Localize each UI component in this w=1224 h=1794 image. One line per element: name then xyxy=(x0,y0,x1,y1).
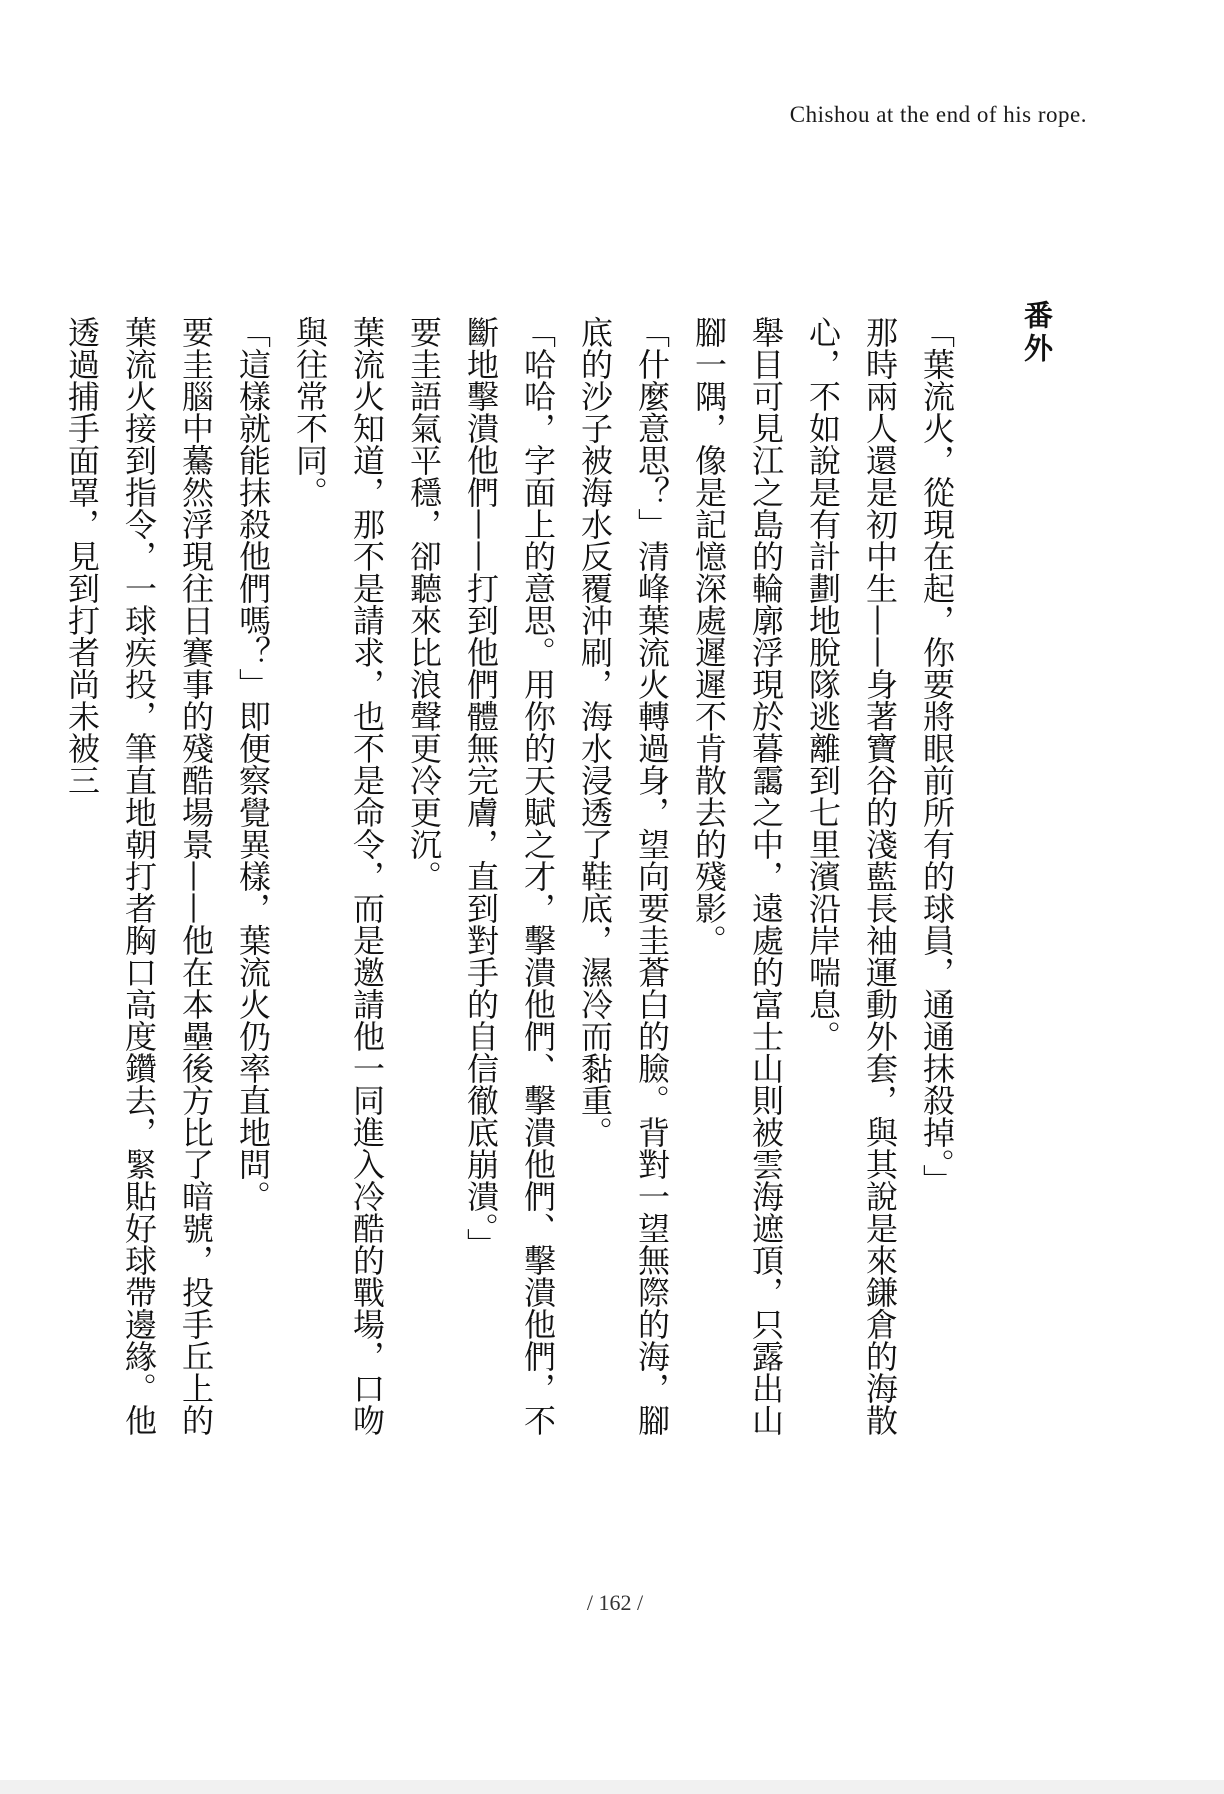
paragraph: 要圭腦中驀然浮現往日賽事的殘酷場景——他在本壘後方比了暗號，投手丘上的葉流火接到指令，一球疾投，筆直地朝打者胸口高度鑽去，緊貼好球帶邊緣。他透過捕手面罩，見到打者尚未被三 xyxy=(63,316,215,1436)
paragraph: 那時兩人還是初中生——身著寶谷的淺藍長袖運動外套，與其說是來鎌倉的海散心，不如說是有計劃地脫隊逃離到七里濱沿岸喘息。 xyxy=(804,316,899,1436)
paragraph: 「哈哈，字面上的意思。用你的天賦之才，擊潰他們、擊潰他們、擊潰他們，不斷地擊潰他們——打到他們體無完膚，直到對手的自信徹底崩潰。」 xyxy=(462,316,557,1436)
paragraph: 葉流火知道，那不是請求，也不是命令，而是邀請他一同進入冷酷的戰場，口吻與往常不同。 xyxy=(291,316,386,1436)
paragraph: 「葉流火，從現在起，你要將眼前所有的球員，通通抹殺掉。」 xyxy=(918,316,956,1196)
body-text xyxy=(63,316,965,1466)
page-number: / 162 / xyxy=(586,1590,644,1615)
paragraph: 舉目可見江之島的輪廓浮現於暮靄之中，遠處的富士山則被雲海遮頂，只露出山腳一隅，像是記憶深處遲遲不肯散去的殘影。 xyxy=(690,316,785,1436)
paragraph: 「什麼意思？」清峰葉流火轉過身，望向要圭蒼白的臉。背對一望無際的海，腳底的沙子被海水反覆沖刷，海水浸透了鞋底，濕冷而黏重。 xyxy=(576,316,671,1436)
bottom-edge-strip xyxy=(0,1780,1224,1794)
paragraph: 「這樣就能抹殺他們嗎？」即便察覺異樣，葉流火仍率直地問。 xyxy=(234,316,272,1212)
running-header: Chishou at the end of his rope. xyxy=(789,102,1087,127)
chapter-title: 番外 xyxy=(1020,300,1054,366)
paragraph: 要圭語氣平穩，卻聽來比浪聲更冷更沉。 xyxy=(405,316,443,892)
